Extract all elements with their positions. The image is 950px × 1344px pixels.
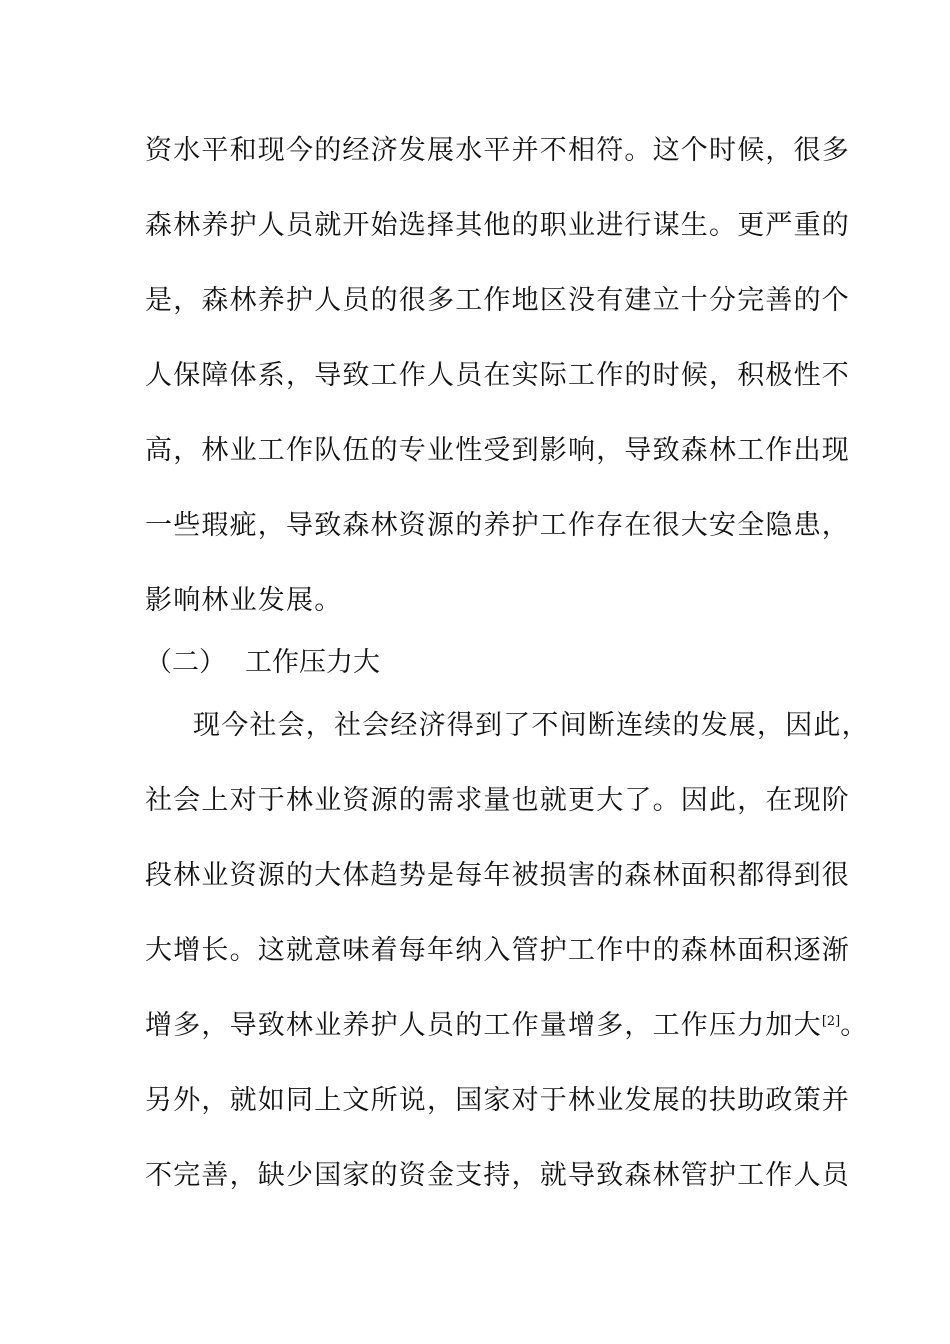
paragraph-1-line-6: 一些瑕疵，导致森林资源的养护工作存在很大安全隐患， — [145, 510, 850, 541]
paragraph-2-line-5 — [145, 1008, 869, 1044]
paragraph-2-line-2: 社会上对于林业资源的需求量也就更大了。因此，在现阶 — [145, 785, 850, 816]
paragraph-2-line-7: 不完善，缺少国家的资金支持，就导致森林管护工作人员 — [145, 1160, 850, 1191]
paragraph-1-line-1: 资水平和现今的经济发展水平并不相符。这个时候，很多 — [145, 135, 850, 166]
citation-reference[interactable]: [2] — [821, 1014, 841, 1029]
paragraph-2-line-5-end: 。 — [840, 1010, 869, 1041]
paragraph-2-line-6: 另外，就如同上文所说，国家对于林业发展的扶助政策并 — [145, 1085, 850, 1116]
section-number: （二） — [145, 647, 226, 678]
paragraph-1-line-5: 高，林业工作队伍的专业性受到影响，导致森林工作出现 — [145, 435, 850, 466]
paragraph-1-line-3: 是，森林养护人员的很多工作地区没有建立十分完善的个 — [145, 285, 850, 316]
paragraph-2-line-5-text: 增多，导致林业养护人员的工作量增多，工作压力加大 — [145, 1010, 822, 1041]
paragraph-1-line-7: 影响林业发展。 — [145, 585, 343, 616]
paragraph-1-line-2: 森林养护人员就开始选择其他的职业进行谋生。更严重的 — [145, 210, 850, 241]
section-title: 工作压力大 — [245, 647, 380, 678]
paragraph-2-line-3: 段林业资源的大体趋势是每年被损害的森林面积都得到很 — [145, 860, 850, 891]
paragraph-2-line-4: 大增长。这就意味着每年纳入管护工作中的森林面积逐渐 — [145, 935, 850, 966]
paragraph-1-line-4: 人保障体系，导致工作人员在实际工作的时候，积极性不 — [145, 360, 850, 391]
section-heading — [145, 645, 380, 681]
paragraph-2-line-1: 现今社会，社会经济得到了不间断连续的发展，因此， — [193, 710, 870, 741]
